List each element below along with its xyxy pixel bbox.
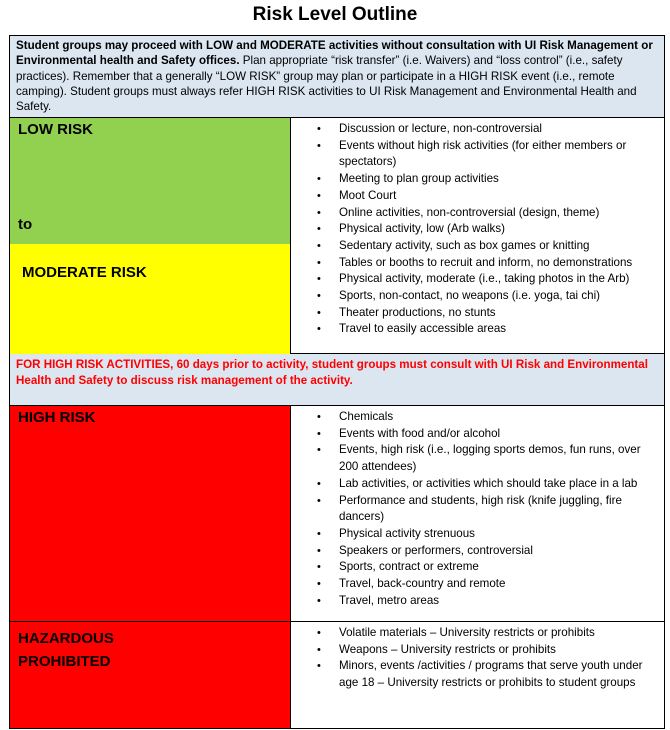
high-risk-list xyxy=(317,409,660,609)
page-title: Risk Level Outline xyxy=(252,4,418,25)
hazardous-label-line1: HAZARDOUS xyxy=(18,630,114,647)
high-risk-row xyxy=(10,406,664,622)
list-item: • Physical activity, moderate (i.e., taking photos in the Arb) xyxy=(339,271,660,288)
hazardous-label xyxy=(18,627,114,673)
low-moderate-activities xyxy=(291,118,664,353)
intro-text: Plan appropriate “risk transfer” (i.e. Waivers) and “loss control” (i.e., safety practices). Remember that a generally “LOW RISK” group may plan or participate in a HIGH RISK event (i.e., remote camping). Student groups must always refer HIGH RISK activities to UI Risk Management and Environmental Health and Safety. xyxy=(16,54,637,114)
list-item: • Tables or booths to recruit and inform, no demonstrations xyxy=(339,255,660,272)
list-item: • Sports, contract or extreme xyxy=(339,559,660,576)
hazardous-list xyxy=(317,625,660,692)
list-item: • Sedentary activity, such as box games or knitting xyxy=(339,238,660,255)
list-item: • Travel, back-country and remote xyxy=(339,576,660,593)
list-item: • Moot Court xyxy=(339,188,660,205)
high-risk-label-cell xyxy=(10,406,291,621)
list-item: • Travel to easily accessible areas xyxy=(339,321,660,338)
list-item: • Physical activity strenuous xyxy=(339,526,660,543)
list-item: • Travel, metro areas xyxy=(339,593,660,610)
intro-section xyxy=(10,36,664,118)
list-item: • Discussion or lecture, non-controversial xyxy=(339,121,660,138)
high-risk-activities xyxy=(291,406,664,621)
list-item: • Events, high risk (i.e., logging sports demos, fun runs, over 200 attendees) xyxy=(339,442,660,475)
list-item: • Physical activity, low (Arb walks) xyxy=(339,221,660,238)
list-item: • Sports, non-contact, no weapons (i.e. yoga, tai chi) xyxy=(339,288,660,305)
to-label: to xyxy=(18,216,33,233)
hazardous-label-cell xyxy=(10,622,291,728)
list-item: • Chemicals xyxy=(339,409,660,426)
hazardous-label-line2: PROHIBITED xyxy=(18,653,111,670)
list-item: • Minors, events /activities / programs that serve youth under age 18 – University restricts or prohibits to student groups xyxy=(339,658,660,691)
moderate-risk-band xyxy=(10,244,290,354)
list-item: • Performance and students, high risk (knife juggling, fire dancers) xyxy=(339,493,660,526)
high-risk-label: HIGH RISK xyxy=(18,409,96,426)
low-moderate-label-cell xyxy=(10,118,291,353)
high-risk-notice: FOR HIGH RISK ACTIVITIES, 60 days prior to activity, student groups must consult with UI Risk and Environmental Health and Safety to discuss risk management of the activity. xyxy=(10,354,664,406)
low-moderate-row xyxy=(10,118,664,354)
list-item: • Volatile materials – University restricts or prohibits xyxy=(339,625,660,642)
list-item: • Theater productions, no stunts xyxy=(339,305,660,322)
moderate-risk-label: MODERATE RISK xyxy=(22,264,147,281)
intro-bold-text: Student groups may proceed with LOW and MODERATE activities without consultation with UI Risk Management or Environmental health and Safety offices. xyxy=(16,39,653,68)
list-item: • Weapons – University restricts or prohibits xyxy=(339,642,660,659)
hazardous-activities xyxy=(291,622,664,728)
risk-table xyxy=(9,35,665,729)
list-item: • Lab activities, or activities which should take place in a lab xyxy=(339,476,660,493)
list-item: • Speakers or performers, controversial xyxy=(339,543,660,560)
list-item: • Events with food and/or alcohol xyxy=(339,426,660,443)
list-item: • Online activities, non-controversial (design, theme) xyxy=(339,205,660,222)
low-risk-label: LOW RISK xyxy=(18,121,93,138)
low-moderate-list xyxy=(317,121,660,338)
list-item: • Events without high risk activities (for either members or spectators) xyxy=(339,138,660,171)
list-item: • Meeting to plan group activities xyxy=(339,171,660,188)
hazardous-row xyxy=(10,622,664,728)
